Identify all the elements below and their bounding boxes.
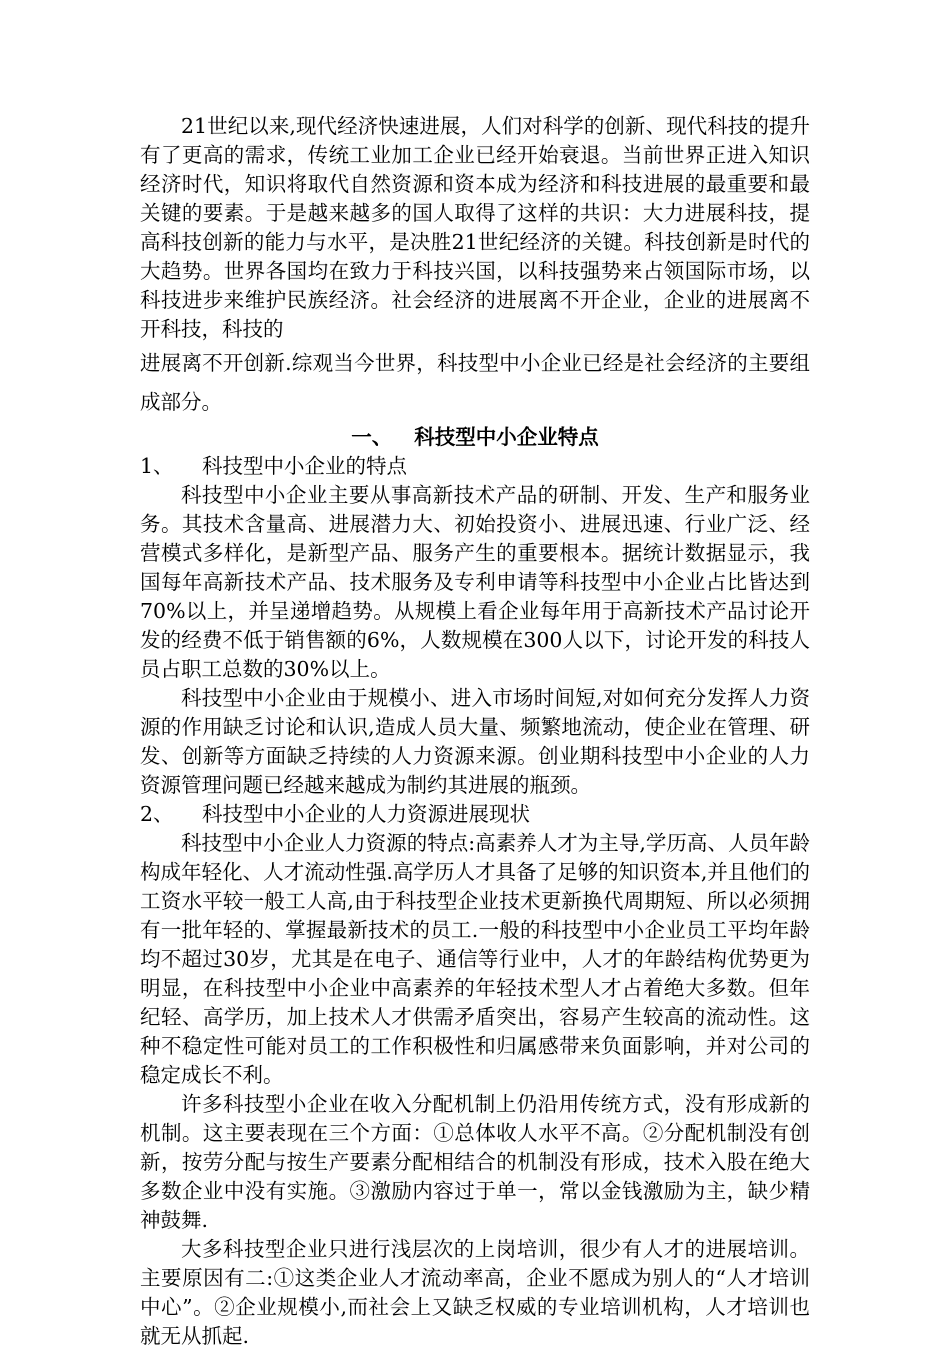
section-number: 一、 <box>351 425 393 449</box>
subsection-heading-1 <box>140 452 810 481</box>
body-paragraph: 大多科技型企业只进行浅层次的上岗培训，很少有人才的进展培训。主要原因有二:①这类企业人才流动率高，企业不愿成为别人的“人才培训中心”。②企业规模小,而社会上又缺乏权威的专业培训机构，人才培训也就无从抓起. <box>140 1237 810 1348</box>
document-page <box>140 112 810 1351</box>
section-title-text: 科技型中小企业特点 <box>414 425 599 449</box>
body-paragraph: 科技型中小企业人力资源的特点:高素养人才为主导,学历高、人员年龄构成年轻化、人才流动性强.高学历人才具备了足够的知识资本,并且他们的工资水平较一般工人高,由于科技型企业技术更新换代周期短、所以必须拥有一批年轻的、掌握最新技术的员工.一般的科技型中小企业员工平均年龄均不超过30岁，尤其是在电子、通信等行业中，人才的年龄结构优势更为明显，在科技型中小企业中高素养的年轻技术型人才占着绝大多数。但年纪轻、高学历，加上技术人才供需矛盾突出，容易产生较高的流动性。这种不稳定性可能对员工的工作积极性和归属感带来负面影响，并对公司的稳定成长不利。 <box>140 831 810 1087</box>
subsection-number: 1、 <box>140 454 174 478</box>
body-paragraph: 科技型中小企业主要从事高新技术产品的研制、开发、生产和服务业务。其技术含量高、进展潜力大、初始投资小、进展迅速、行业广泛、经营模式多样化，是新型产品、服务产生的重要根本。据统计数据显示，我国每年高新技术产品、技术服务及专利申请等科技型中小企业占比皆达到70%以上，并呈递增趋势。从规模上看企业每年用于高新技术产品讨论开发的经费不低于销售额的6%，人数规模在300人以下，讨论开发的科技人员占职工总数的30%以上。 <box>140 483 810 681</box>
subsection-title: 科技型中小企业的人力资源进展现状 <box>202 802 530 826</box>
intro-paragraph: 21世纪以来,现代经济快速进展，人们对科学的创新、现代科技的提升有了更高的需求，传统工业加工企业已经开始衰退。当前世界正进入知识经济时代，知识将取代自然资源和资本成为经济和科技进展的最重要和最关键的要素。于是越来越多的国人取得了这样的共识：大力进展科技，提高科技创新的能力与水平，是决胜21世纪经济的关键。科技创新是时代的大趋势。世界各国均在致力于科技兴国，以科技强势来占领国际市场，以科技进步来维护民族经济。社会经济的进展离不开企业，企业的进展离不开科技，科技的 <box>140 114 810 341</box>
intro-paragraph-tail: 进展离不开创新.综观当今世界，科技型中小企业已经是社会经济的主要组成部分。 <box>140 351 810 414</box>
section-heading <box>140 422 810 452</box>
body-paragraph: 许多科技型小企业在收入分配机制上仍沿用传统方式，没有形成新的机制。这主要表现在三个方面：①总体收人水平不高。②分配机制没有创新，按劳分配与按生产要素分配相结合的机制没有形成，技术入股在绝大多数企业中没有实施。③激励内容过于单一，常以金钱激励为主，缺少精神鼓舞. <box>140 1092 810 1232</box>
body-paragraph: 科技型中小企业由于规模小、进入市场时间短,对如何充分发挥人力资源的作用缺乏讨论和认识,造成人员大量、频繁地流动，使企业在管理、研发、创新等方面缺乏持续的人力资源来源。创业期科技型中小企业的人力资源管理问题已经越来越成为制约其进展的瓶颈。 <box>140 686 810 797</box>
subsection-title: 科技型中小企业的特点 <box>202 454 407 478</box>
subsection-number: 2、 <box>140 802 174 826</box>
subsection-heading-2 <box>140 800 810 829</box>
